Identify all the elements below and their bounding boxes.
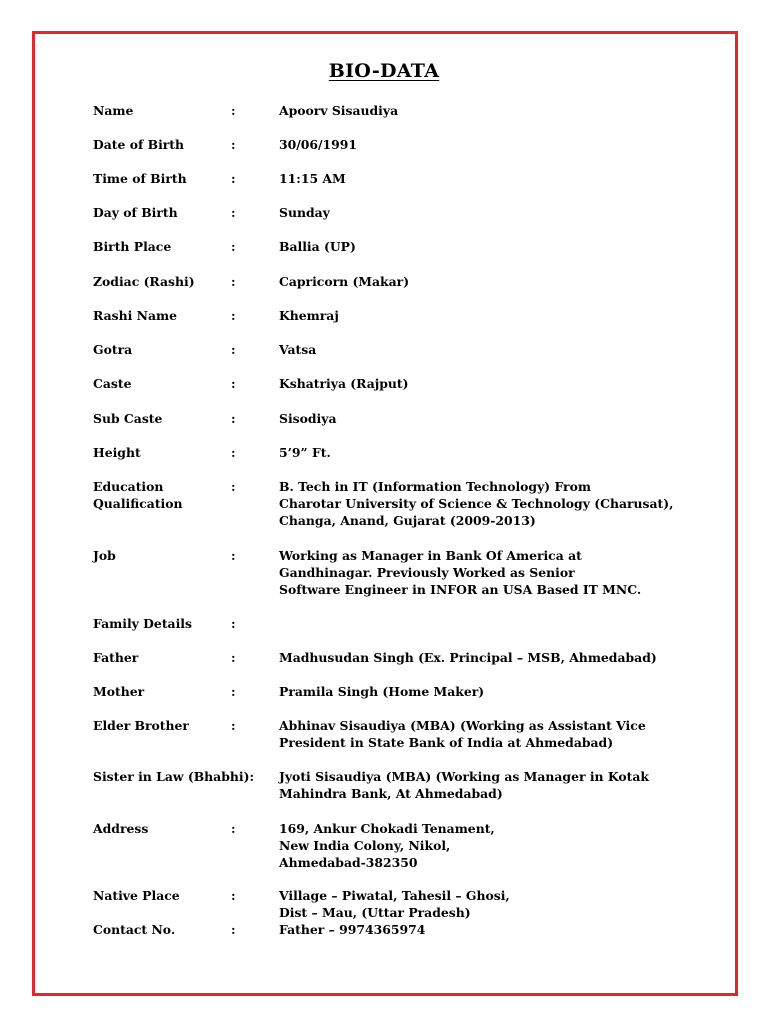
field-colon: :: [231, 718, 236, 733]
field-value: Khemraj: [279, 308, 339, 323]
field-colon: :: [231, 684, 236, 699]
field-label: Date of Birth: [93, 137, 185, 152]
field-value: Kshatriya (Rajput): [279, 376, 409, 391]
field-value: 11:15 AM: [279, 171, 346, 186]
field-value: Ballia (UP): [279, 239, 356, 254]
field-label: Job: [93, 548, 116, 563]
field-label: Mother: [93, 684, 145, 699]
field-value: Sisodiya: [279, 411, 337, 426]
field-label: Zodiac (Rashi): [93, 274, 195, 289]
field-label: Education Qualification: [93, 479, 183, 511]
field-value: Working as Manager in Bank Of America at Gandhinagar. Previously Worked as Senior Software Engineer in INFOR an USA Based IT MNC.: [279, 548, 642, 597]
field-label: Name: [93, 103, 134, 118]
field-value: Jyoti Sisaudiya (MBA) (Working as Manager in Kotak Mahindra Bank, At Ahmedabad): [279, 769, 649, 801]
field-label: Sister in Law (Bhabhi):: [93, 769, 255, 784]
field-label: Elder Brother: [93, 718, 189, 733]
field-value: Madhusudan Singh (Ex. Principal – MSB, Ahmedabad): [279, 650, 657, 665]
field-colon: :: [231, 548, 236, 563]
field-value: Father – 9974365974: [279, 922, 426, 937]
field-value: Pramila Singh (Home Maker): [279, 684, 485, 699]
field-value: Apoorv Sisaudiya: [279, 103, 399, 118]
field-value: 30/06/1991: [279, 137, 358, 152]
field-label: Time of Birth: [93, 171, 187, 186]
field-label: Birth Place: [93, 239, 172, 254]
field-colon: :: [231, 479, 236, 494]
field-value: 169, Ankur Chokadi Tenament, New India Colony, Nikol, Ahmedabad-382350: [279, 821, 495, 870]
field-label: Height: [93, 445, 141, 460]
field-label: Day of Birth: [93, 205, 178, 220]
field-colon: :: [231, 137, 236, 152]
field-colon: :: [231, 411, 236, 426]
field-label: Sub Caste: [93, 411, 163, 426]
page-title: BIO-DATA: [328, 60, 440, 82]
field-colon: :: [231, 616, 236, 631]
field-colon: :: [231, 445, 236, 460]
field-colon: :: [231, 171, 236, 186]
field-value: B. Tech in IT (Information Technology) From Charotar University of Science & Technology (Charusat), Changa, Anand, Gujarat (2009-2013): [279, 479, 674, 528]
field-colon: :: [231, 342, 236, 357]
field-colon: :: [231, 888, 236, 903]
field-label: Caste: [93, 376, 132, 391]
field-colon: :: [231, 103, 236, 118]
field-value: 5’9” Ft.: [279, 445, 331, 460]
field-label: Gotra: [93, 342, 133, 357]
field-colon: :: [231, 650, 236, 665]
field-value: Abhinav Sisaudiya (MBA) (Working as Assistant Vice President in State Bank of India at Ahmedabad): [279, 718, 646, 750]
field-label: Contact No.: [93, 922, 176, 937]
field-colon: :: [231, 205, 236, 220]
field-value: Vatsa: [279, 342, 317, 357]
field-label: Rashi Name: [93, 308, 177, 323]
field-label: Native Place: [93, 888, 180, 903]
field-label: Family Details: [93, 616, 192, 631]
field-label: Father: [93, 650, 139, 665]
field-colon: :: [231, 376, 236, 391]
field-value: Capricorn (Makar): [279, 274, 410, 289]
field-colon: :: [231, 821, 236, 836]
field-colon: :: [231, 274, 236, 289]
field-value: Sunday: [279, 205, 330, 220]
field-colon: :: [231, 239, 236, 254]
field-colon: :: [231, 922, 236, 937]
field-colon: :: [231, 308, 236, 323]
field-label: Address: [93, 821, 149, 836]
field-value: Village – Piwatal, Tahesil – Ghosi, Dist – Mau, (Uttar Pradesh): [279, 888, 510, 920]
